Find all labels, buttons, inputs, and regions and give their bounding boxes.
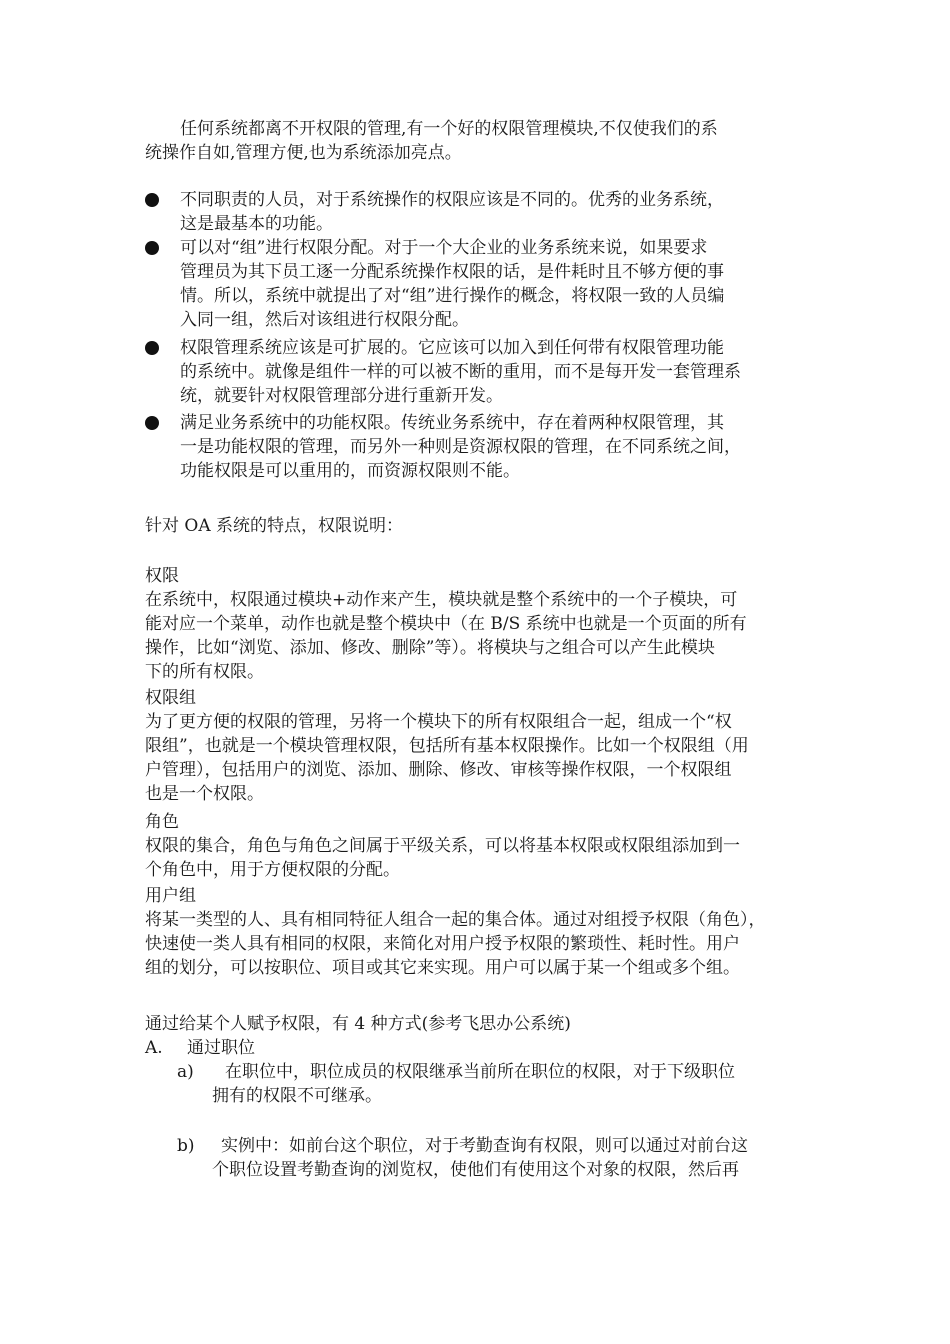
term-permission: 权限 bbox=[145, 566, 179, 586]
bullet-3-line-2: 的系统中。就像是组件一样的可以被不断的重用，而不是每开发一套管理系 bbox=[180, 362, 741, 382]
bullet-1-line-1: 不同职责的人员，对于系统操作的权限应该是不同的。优秀的业务系统， bbox=[180, 190, 724, 210]
def-permission-line-3: 操作，比如“浏览、添加、修改、删除”等）。将模块与之组合可以产生此模块 bbox=[145, 638, 715, 658]
method-a-marker: A. bbox=[145, 1038, 163, 1058]
bullet-2-line-2: 管理员为其下员工逐一分配系统操作权限的话，是件耗时且不够方便的事 bbox=[180, 262, 724, 282]
term-user-group: 用户组 bbox=[145, 886, 196, 906]
bullet-2-line-4: 入同一组，然后对该组进行权限分配。 bbox=[180, 310, 469, 330]
bullet-2-line-1: 可以对“组”进行权限分配。对于一个大企业的业务系统来说，如果要求 bbox=[180, 238, 708, 258]
def-role-line-1: 权限的集合，角色与角色之间属于平级关系，可以将基本权限或权限组添加到一 bbox=[145, 836, 740, 856]
bullet-dot-icon bbox=[145, 341, 159, 355]
item-b-marker: b) bbox=[177, 1136, 195, 1156]
def-permission-line-2: 能对应一个菜单，动作也就是整个模块中（在 B/S 系统中也就是一个页面的所有 bbox=[145, 614, 747, 634]
bullet-4-line-2: 一是功能权限的管理，而另外一种则是资源权限的管理，在不同系统之间， bbox=[180, 437, 741, 457]
item-a-line-2: 拥有的权限不可继承。 bbox=[212, 1086, 382, 1106]
intro-line-1: 任何系统都离不开权限的管理,有一个好的权限管理模块,不仅使我们的系 bbox=[180, 119, 718, 139]
intro-line-2: 统操作自如,管理方便,也为系统添加亮点。 bbox=[145, 143, 462, 163]
def-user-group-line-3: 组的划分，可以按职位、项目或其它来实现。用户可以属于某一个组或多个组。 bbox=[145, 958, 740, 978]
bullet-dot-icon bbox=[145, 416, 159, 430]
bullet-4-line-3: 功能权限是可以重用的，而资源权限则不能。 bbox=[180, 461, 520, 481]
def-role-line-2: 个角色中，用于方便权限的分配。 bbox=[145, 860, 400, 880]
item-a-marker: a) bbox=[177, 1062, 194, 1082]
term-permission-group: 权限组 bbox=[145, 688, 196, 708]
item-b-line-2: 个职位设置考勤查询的浏览权，使他们有使用这个对象的权限，然后再 bbox=[212, 1160, 739, 1180]
def-user-group-line-2: 快速使一类人具有相同的权限，来简化对用户授予权限的繁琐性、耗时性。用户 bbox=[145, 934, 740, 954]
def-permission-group-line-2: 限组”，也就是一个模块管理权限，包括所有基本权限操作。比如一个权限组（用 bbox=[145, 736, 749, 756]
def-permission-group-line-1: 为了更方便的权限的管理，另将一个模块下的所有权限组合一起，组成一个“权 bbox=[145, 712, 732, 732]
def-permission-group-line-4: 也是一个权限。 bbox=[145, 784, 264, 804]
def-permission-line-1: 在系统中，权限通过模块+动作来产生，模块就是整个系统中的一个子模块，可 bbox=[145, 590, 738, 610]
bullet-2-line-3: 情。所以，系统中就提出了对“组”进行操作的概念，将权限一致的人员编 bbox=[180, 286, 725, 306]
methods-heading: 通过给某个人赋予权限，有 4 种方式(参考飞思办公系统) bbox=[145, 1014, 571, 1034]
bullet-dot-icon bbox=[145, 241, 159, 255]
def-user-group-line-1: 将某一类型的人、具有相同特征人组合一起的集合体。通过对组授予权限（角色）， bbox=[145, 910, 766, 930]
bullet-4-line-1: 满足业务系统中的功能权限。传统业务系统中，存在着两种权限管理，其 bbox=[180, 413, 724, 433]
bullet-3-line-3: 统，就要针对权限管理部分进行重新开发。 bbox=[180, 386, 503, 406]
item-b-line-1: 实例中：如前台这个职位，对于考勤查询有权限，则可以通过对前台这 bbox=[221, 1136, 748, 1156]
item-a-line-1: 在职位中，职位成员的权限继承当前所在职位的权限，对于下级职位 bbox=[225, 1062, 735, 1082]
term-role: 角色 bbox=[145, 812, 179, 832]
bullet-3-line-1: 权限管理系统应该是可扩展的。它应该可以加入到任何带有权限管理功能 bbox=[180, 338, 724, 358]
bullet-dot-icon bbox=[145, 193, 159, 207]
def-permission-line-4: 下的所有权限。 bbox=[145, 662, 264, 682]
oa-heading: 针对 OA 系统的特点，权限说明： bbox=[145, 516, 404, 536]
def-permission-group-line-3: 户管理），包括用户的浏览、添加、删除、修改、审核等操作权限，一个权限组 bbox=[145, 760, 732, 780]
method-a-label: 通过职位 bbox=[187, 1038, 255, 1058]
bullet-1-line-2: 这是最基本的功能。 bbox=[180, 214, 333, 234]
